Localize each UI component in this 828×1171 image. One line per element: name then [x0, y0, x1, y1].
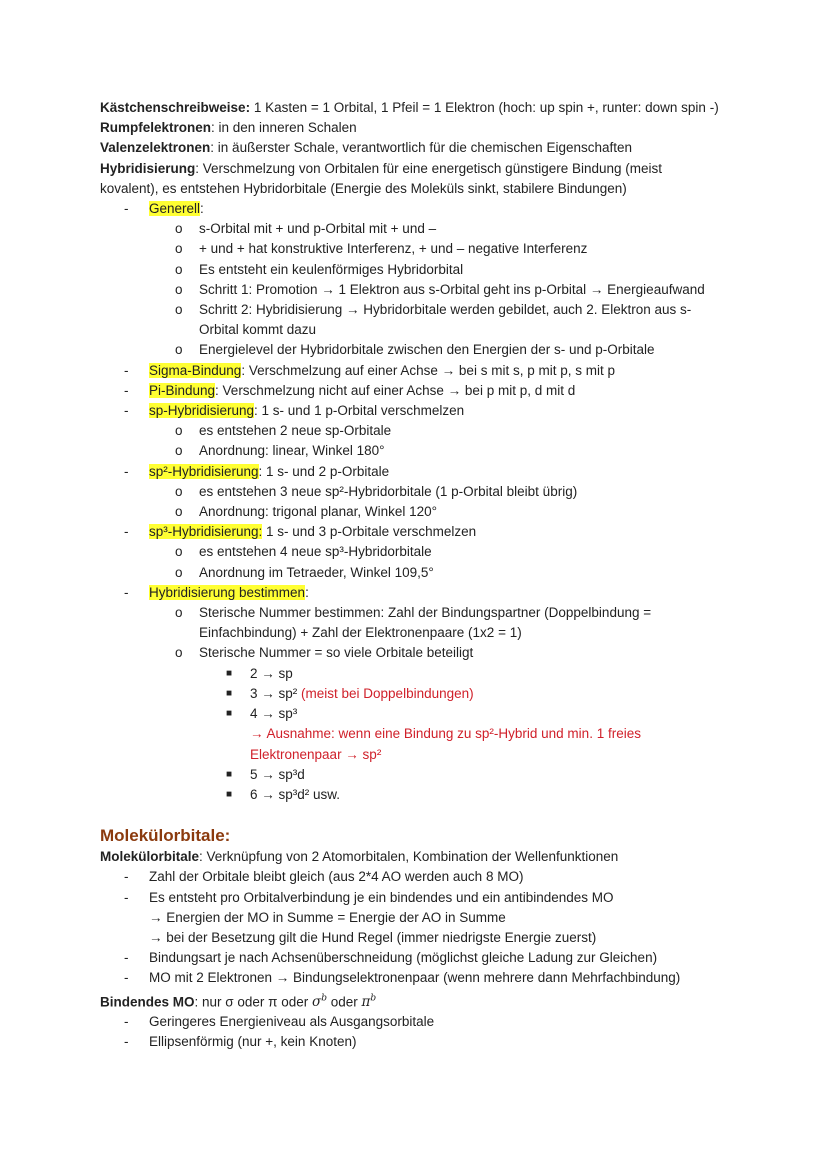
circle-marker: o	[175, 342, 183, 358]
paragraph-kaestchenschreibweise	[100, 98, 740, 118]
sigma-b-symbol	[312, 994, 327, 1010]
sub-item	[100, 603, 740, 623]
circle-marker: o	[175, 544, 183, 560]
dash-marker: -	[124, 524, 129, 540]
text: Zahl der Orbitale bleibt gleich (aus 2*4 AO werden auch 8 MO)	[149, 869, 524, 885]
sub-item	[100, 239, 740, 259]
term: Kästchenschreibweise:	[100, 100, 251, 115]
list-item	[100, 1012, 740, 1032]
sub-item	[100, 260, 740, 280]
dash-marker: -	[124, 201, 129, 217]
text: :	[305, 584, 309, 600]
square-marker: ■	[226, 788, 233, 800]
dash-marker: -	[124, 584, 129, 600]
text: 1 s- und 3 p-Orbitale verschmelzen	[262, 524, 477, 540]
text: Schritt 1: Promotion → 1 Elektron aus s-Orbital geht ins p-Orbital → Energieaufwand	[199, 281, 705, 297]
red-note: Elektronenpaar → sp²	[250, 746, 382, 762]
text: 1 Kasten = 1 Orbital, 1 Pfeil = 1 Elektron (hoch: up spin +, runter: down spin -)	[250, 100, 719, 115]
sigma-symbol: σ	[311, 994, 322, 1011]
list-item-sp2	[100, 462, 740, 482]
paragraph-rumpfelektronen	[100, 118, 740, 138]
circle-marker: o	[175, 443, 183, 459]
text: Geringeres Energieniveau als Ausgangsorbitale	[149, 1014, 435, 1030]
sub-sub-item	[100, 785, 740, 805]
text: : in den inneren Schalen	[211, 120, 357, 136]
circle-marker: o	[175, 504, 183, 520]
text: : in äußerster Schale, verantwortlich für die chemischen Eigenschaften	[210, 140, 633, 156]
sub-item	[100, 643, 740, 663]
highlight: Generell	[149, 201, 201, 217]
dash-marker: -	[124, 889, 129, 905]
text: : 1 s- und 1 p-Orbital verschmelzen	[254, 403, 465, 419]
circle-marker: o	[175, 281, 183, 297]
text: Schritt 2: Hybridisierung → Hybridorbitale werden gebildet, auch 2. Elektron aus s-	[199, 302, 692, 318]
dash-marker: -	[124, 1034, 129, 1050]
sub-item	[100, 563, 740, 583]
text: Sterische Nummer = so viele Orbitale beteiligt	[199, 645, 474, 661]
highlight: Pi-Bindung	[149, 382, 216, 398]
dash-marker: -	[124, 970, 129, 986]
paragraph-hybridisierung	[100, 159, 700, 199]
paragraph-bindendes-mo	[100, 989, 740, 1013]
sub-item	[100, 502, 740, 522]
text: 2 → sp	[250, 665, 293, 681]
list-item-hybridisierung-bestimmen	[100, 583, 740, 603]
term: Bindendes MO	[100, 994, 195, 1010]
sub-item	[100, 441, 740, 461]
highlight: Sigma-Bindung	[149, 362, 242, 378]
highlight: Hybridisierung bestimmen	[149, 584, 306, 600]
text: : nur σ oder π oder	[194, 994, 312, 1010]
dash-marker: -	[124, 463, 129, 479]
square-marker: ■	[226, 667, 233, 679]
red-note: (meist bei Doppelbindungen)	[301, 685, 474, 701]
highlight: sp-Hybridisierung	[149, 403, 255, 419]
superscript: b	[321, 993, 327, 1004]
list-item	[100, 888, 740, 908]
term: Valenzelektronen	[100, 140, 211, 156]
circle-marker: o	[175, 302, 183, 318]
dash-marker: -	[124, 382, 129, 398]
list-item-pi	[100, 381, 740, 401]
sub-item	[100, 482, 740, 502]
text: es entstehen 2 neue sp-Orbitale	[199, 423, 392, 439]
text: + und + hat konstruktive Interferenz, + und – negative Interferenz	[199, 241, 588, 257]
term: Hybridisierung	[100, 160, 196, 176]
sub-sub-item	[100, 765, 740, 785]
text: Anordnung: trigonal planar, Winkel 120°	[199, 504, 438, 520]
dash-marker: -	[124, 869, 129, 885]
list-item-sigma	[100, 361, 740, 381]
text: Sterische Nummer bestimmen: Zahl der Bindungspartner (Doppelbindung =	[199, 605, 652, 621]
sub-item	[100, 280, 740, 300]
list-item-sp3	[100, 522, 740, 542]
term: Molekülorbitale	[100, 849, 200, 865]
text: Es entsteht ein keulenförmiges Hybridorbital	[199, 261, 464, 277]
circle-marker: o	[175, 645, 183, 661]
text: oder	[326, 994, 362, 1010]
list-item-sp	[100, 401, 740, 421]
list-item-continuation: → Energien der MO in Summe = Energie der AO in Summe	[149, 909, 506, 925]
text: es entstehen 4 neue sp³-Hybridorbitale	[199, 544, 432, 560]
document-content	[100, 98, 740, 1053]
text: Ellipsenförmig (nur +, kein Knoten)	[149, 1034, 357, 1050]
sub-item-continuation: Orbital kommt dazu	[199, 322, 317, 338]
text: Anordnung: linear, Winkel 180°	[199, 443, 385, 459]
list-item-generell	[100, 199, 740, 219]
section-title-molekuelorbitale: Molekülorbitale:	[100, 826, 231, 846]
text: :	[200, 201, 204, 217]
list-item-continuation: → bei der Besetzung gilt die Hund Regel (immer niedrigste Energie zuerst)	[149, 929, 597, 945]
circle-marker: o	[175, 483, 183, 499]
sub-item	[100, 421, 740, 441]
sub-item-continuation: Einfachbindung) + Zahl der Elektronenpaare (1x2 = 1)	[199, 625, 522, 641]
list-item	[100, 948, 740, 968]
superscript: b	[370, 993, 377, 1004]
dash-marker: -	[124, 362, 129, 378]
circle-marker: o	[175, 221, 183, 237]
dash-marker: -	[124, 403, 129, 419]
text: Bindungsart je nach Achsenüberschneidung (möglichst gleiche Ladung zur Gleichen)	[149, 950, 658, 966]
circle-marker: o	[175, 423, 183, 439]
highlight: sp²-Hybridisierung	[149, 463, 259, 479]
sub-item	[100, 300, 740, 320]
paragraph-valenzelektronen	[100, 138, 740, 158]
pi-b-symbol	[361, 994, 376, 1010]
sub-sub-item	[100, 664, 740, 684]
list-item	[100, 867, 740, 887]
square-marker: ■	[226, 768, 233, 780]
text: 6 → sp³d² usw.	[250, 786, 341, 802]
circle-marker: o	[175, 241, 183, 257]
paragraph-molekuelorbitale	[100, 847, 740, 867]
sub-sub-item	[100, 704, 740, 724]
text: : 1 s- und 2 p-Orbitale	[258, 463, 390, 479]
text: : Verschmelzung nicht auf einer Achse → bei p mit p, d mit d	[215, 382, 576, 398]
sub-item	[100, 340, 740, 360]
sub-item	[100, 542, 740, 562]
sub-item	[100, 219, 740, 239]
text: Anordnung im Tetraeder, Winkel 109,5°	[199, 564, 434, 580]
term: Rumpfelektronen	[100, 120, 212, 136]
text: Es entsteht pro Orbitalverbindung je ein bindendes und ein antibindendes MO	[149, 889, 614, 905]
dash-marker: -	[124, 950, 129, 966]
circle-marker: o	[175, 564, 183, 580]
circle-marker: o	[175, 605, 183, 621]
text: : Verknüpfung von 2 Atomorbitalen, Kombination der Wellenfunktionen	[199, 849, 619, 865]
text: Energielevel der Hybridorbitale zwischen den Energien der s- und p-Orbitale	[199, 342, 655, 358]
text: s-Orbital mit + und p-Orbital mit + und –	[199, 221, 437, 237]
text: : Verschmelzung auf einer Achse → bei s mit s, p mit p, s mit p	[241, 362, 615, 378]
circle-marker: o	[175, 261, 183, 277]
square-marker: ■	[226, 708, 233, 720]
highlight: sp³-Hybridisierung:	[149, 524, 263, 540]
text: : Verschmelzung von Orbitalen für eine energetisch günstigere Bindung (meist kovalent), es entstehen Hybridorbitale (Energie des Moleküls sinkt, stabilere Bindungen)	[100, 160, 663, 196]
sub-sub-item	[100, 684, 740, 704]
square-marker: ■	[226, 687, 233, 699]
text: 3 → sp²	[250, 685, 302, 701]
text: MO mit 2 Elektronen → Bindungselektronenpaar (wenn mehrere dann Mehrfachbindung)	[149, 970, 681, 986]
pi-symbol: π	[361, 994, 371, 1011]
list-item	[100, 968, 740, 988]
text: 5 → sp³d	[250, 766, 305, 782]
text: es entstehen 3 neue sp²-Hybridorbitale (1 p-Orbital bleibt übrig)	[199, 483, 578, 499]
red-note: → Ausnahme: wenn eine Bindung zu sp²-Hybrid und min. 1 freies	[250, 726, 641, 742]
dash-marker: -	[124, 1014, 129, 1030]
list-item	[100, 1032, 740, 1052]
text: 4 → sp³	[250, 706, 298, 722]
